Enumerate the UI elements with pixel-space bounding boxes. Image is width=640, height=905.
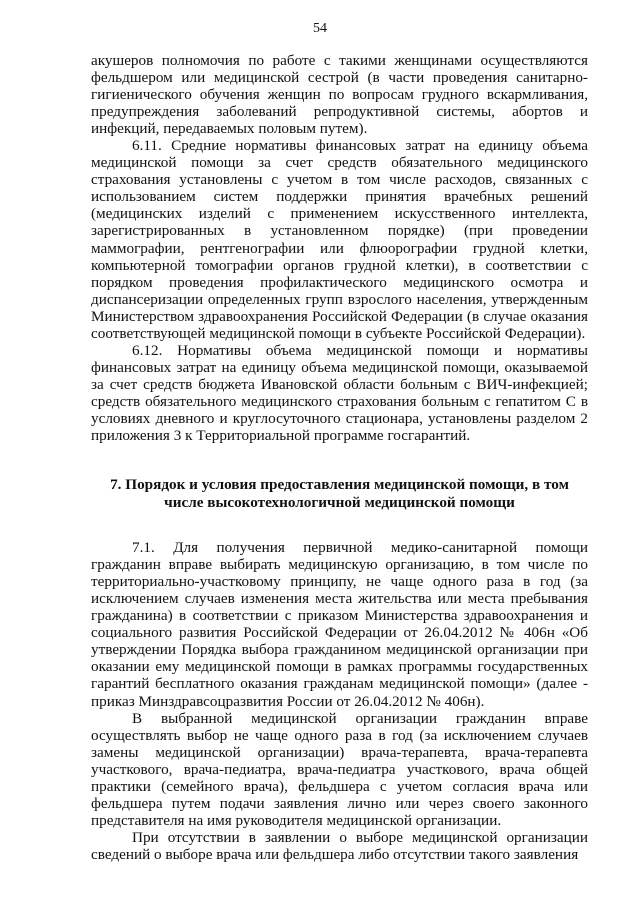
document-body — [91, 52, 588, 863]
paragraph-6-12: 6.12. Нормативы объема медицинской помощи и нормативы финансовых затрат на единицу объема медицинской помощи, оказываемой за счет средств бюджета Ивановской области больным с ВИЧ-инфекцией; средств обязательного медицинского страхования больным с гепатитом С в условиях дневного и круглосуточного стационара, установлены разделом 2 приложения 3 к Территориальной программе госгарантий. — [91, 341, 588, 445]
paragraph-6-11: 6.11. Средние нормативы финансовых затрат на единицу объема медицинской помощи за счет средств обязательного медицинского страхования установлены с учетом в том числе расходов, связанных с использованием систем поддержки принятия врачебных решений (медицинских изделий с применением искусственного интеллекта, зарегистрированных в установленном порядке) (при проведении маммографии, рентгенографии или флюорографии грудной клетки, компьютерной томографии органов грудной клетки), в соответствии с порядком проведения профилактического медицинского осмотра и диспансеризации определенных групп взрослого населения, утвержденным Министерством здравоохранения Российской Федерации (в случае оказания соответствующей медицинской помощи в субъекте Российской Федерации). — [91, 137, 588, 342]
paragraph-7-1: 7.1. Для получения первичной медико-санитарной помощи гражданин вправе выбирать медицинскую организацию, в том числе по территориально-участковому принципу, не чаще одного раза в год (за исключением случаев изменения места жительства или места пребывания гражданина) в соответствии с приказом Министерства здравоохранения и социального развития Российской Федерации от 26.04.2012 № 406н «Об утверждении Порядка выбора гражданином медицинской организации при оказании ему медицинской помощи в рамках программы государственных гарантий бесплатного оказания гражданам медицинской помощи» (далее - приказ Минздравсоцразвития России от 26.04.2012 № 406н). — [91, 539, 588, 710]
section-heading: 7. Порядок и условия предоставления медицинской помощи, в том числе высокотехнологичной медицинской помощи — [110, 476, 569, 511]
page-number: 54 — [313, 21, 327, 36]
paragraph-continuation: акушеров полномочия по работе с такими женщинами осуществляются фельдшером или медицинской сестрой (в части проведения санитарно-гигиенического обучения женщин по вопросам грудного вскармливания, предупреждения заболеваний репродуктивной системы, абортов и инфекций, передаваемых половым путем). — [91, 52, 588, 138]
paragraph-absence-of-choice: При отсутствии в заявлении о выборе медицинской организации сведений о выборе врача или фельдшера либо отсутствии такого заявления — [91, 828, 588, 863]
paragraph-doctor-choice: В выбранной медицинской организации гражданин вправе осуществлять выбор не чаще одного раза в год (за исключением случаев замены медицинской организации) врача-терапевта, врача-терапевта участкового, врача-педиатра, врача-педиатра участкового, врача общей практики (семейного врача), фельдшера с учетом согласия врача или фельдшера путем подачи заявления лично или через своего законного представителя на имя руководителя медицинской организации. — [91, 709, 588, 829]
